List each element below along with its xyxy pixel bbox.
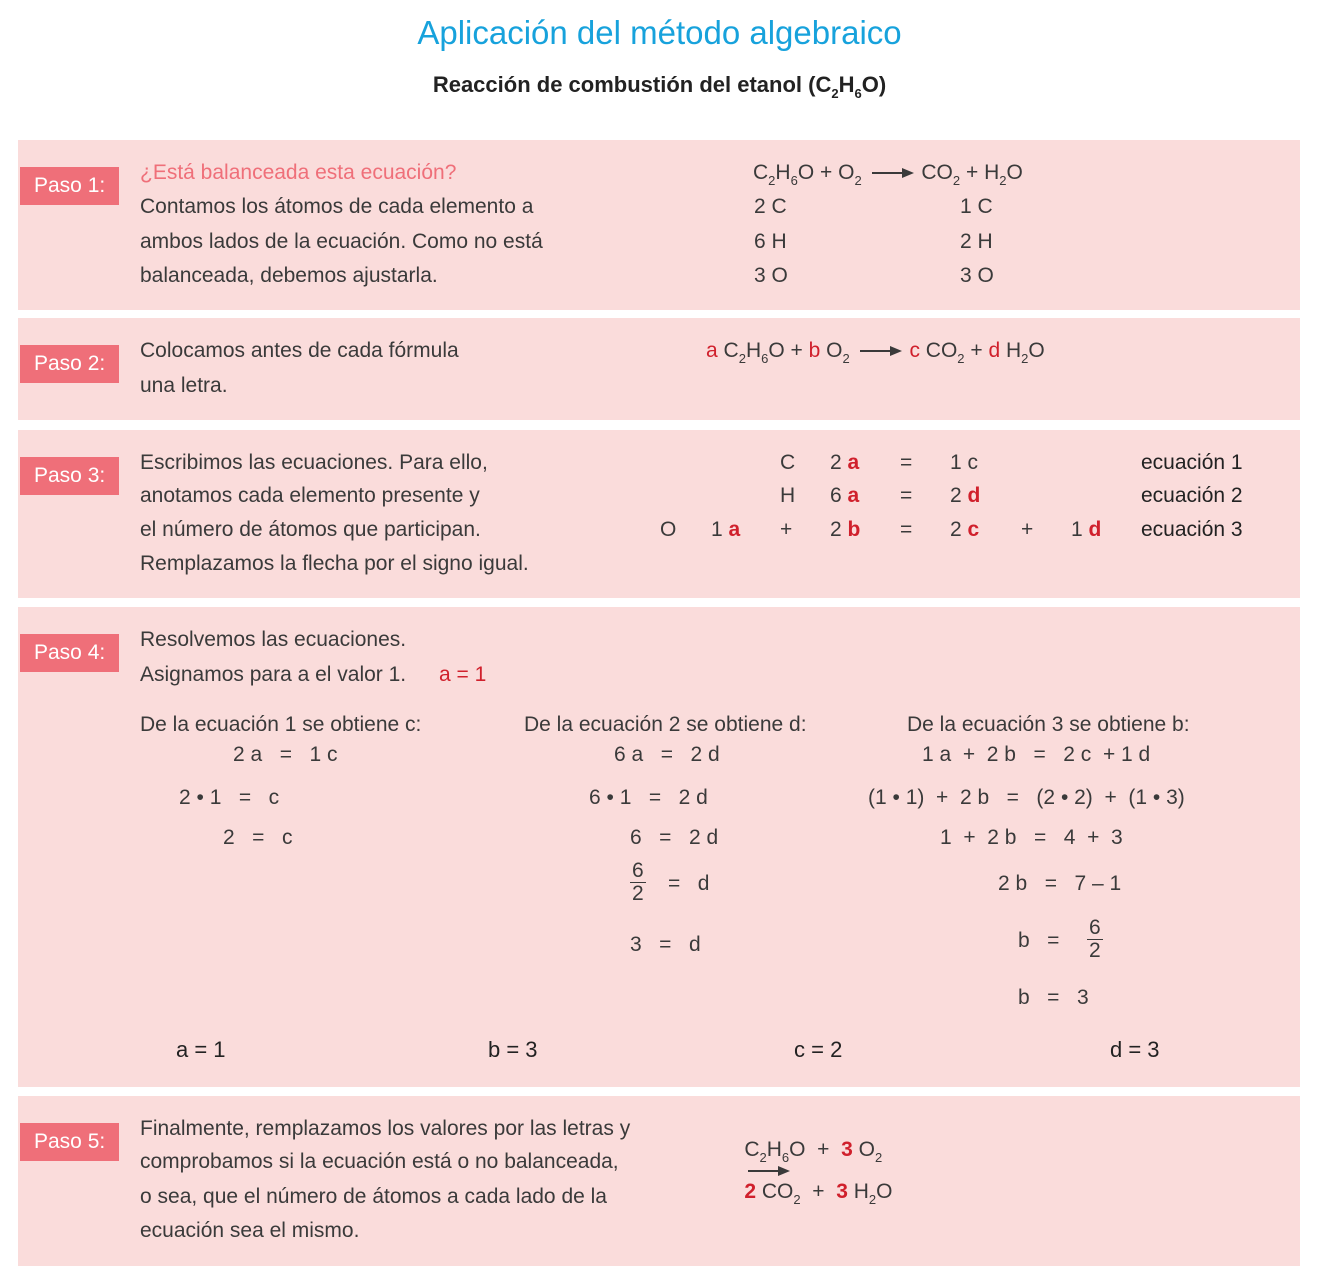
assign-a: a = 1 [439,663,487,686]
step1-line: Contamos los átomos de cada elemento a [140,195,534,218]
eq2-label: ecuación 2 [1141,484,1243,507]
col3-fraction: $\frac{6}{2}$ [1089,916,1101,963]
eq1-label: ecuación 1 [1141,451,1243,474]
eq3-term-b: 2 b [830,518,861,541]
eq1-element: C [780,451,796,474]
step1-question: ¿Está balanceada esta ecuación? [140,161,457,184]
step5-line: Finalmente, remplazamos los valores por las letras y [140,1117,631,1140]
step5-line: o sea, que el número de átomos a cada lado de la [140,1185,607,1208]
col2-row: 6 • 1 = 2 d [589,786,708,809]
col1-row: 2 a = 1 c [233,743,338,766]
left-count: 2 C [754,195,787,218]
col2-row: 3 = d [630,933,701,956]
step5-badge: Paso 5: [20,1123,119,1161]
col1-row: 2 = c [223,826,293,849]
step2-line: Colocamos antes de cada fórmula [140,339,459,362]
result-a: a = 1 [176,1037,226,1062]
result-d: d = 3 [1110,1037,1160,1062]
eq2-right: 2 d [950,484,981,507]
col3-row: b = 3 [1018,986,1089,1009]
eq1-equals: = [900,451,913,474]
step2-badge: Paso 2: [20,345,119,383]
eq3-plus: + [1021,518,1034,541]
step2-panel [18,318,1300,420]
col2-head: De la ecuación 2 se obtiene d: [524,713,807,736]
left-count: 3 O [754,264,788,287]
step1-line: ambos lados de la ecuación. Como no está [140,230,543,253]
step1-equation: $C_2H_6O + O_2$ $CO_2 + H_2O$ [753,161,1023,188]
col2-row: 6 a = 2 d [614,743,720,766]
col2-fraction: $\frac{6}{2}$ [632,859,644,906]
step3-badge: Paso 3: [20,457,119,495]
page-subtitle: Reacción de combustión del etanol $(C_2H_6O)$ [432,72,887,101]
col3-row: 1 + 2 b = 4 + 3 [940,826,1123,849]
step1-badge: Paso 1: [20,167,119,205]
step3-line: Remplazamos la flecha por el signo igual. [140,552,529,575]
step5-line: comprobamos si la ecuación está o no balanceada, [140,1150,619,1173]
step4-line: Resolvemos las ecuaciones. [140,628,407,651]
step5-equation: $C_2H_6O + 3$ $O_2$ 2 $CO_2 + 3$ $H_2O$ [744,1138,893,1207]
col3-row: 2 b = 7 – 1 [998,872,1122,895]
step1-line: balanceada, debemos ajustarla. [140,264,438,287]
step3-line: Escribimos las ecuaciones. Para ello, [140,451,488,474]
result-b: b = 3 [488,1037,538,1062]
eq3-label: ecuación 3 [1141,518,1243,541]
reaction-arrow-icon [856,344,904,358]
step1-panel [18,140,1300,310]
eq3-equals: = [900,518,913,541]
step5-panel [18,1096,1300,1266]
reaction-arrow-icon [868,166,916,180]
step2-equation: a $C_2H_6O + b$ $O_2$ c $CO_2 + d$ $H_2O$ [706,339,1045,366]
page-title: Aplicación del método algebraico [417,14,902,51]
eq2-equals: = [900,484,913,507]
right-count: 1 C [960,195,993,218]
eq1-left: 2 a [830,451,860,474]
step4-line: Asignamos para a el valor 1. [140,663,407,686]
right-count: 3 O [960,264,994,287]
reaction-arrow-icon [744,1164,792,1178]
eq2-element: H [780,484,796,507]
eq2-left: 6 a [830,484,860,507]
step5-line: ecuación sea el mismo. [140,1219,360,1242]
col3-row: b = [1018,929,1060,952]
eq1-right: 1 c [950,451,979,474]
col2-row: = d [668,872,710,895]
result-c: c = 2 [794,1037,843,1062]
step3-panel [18,430,1300,598]
step4-panel [18,607,1300,1087]
col1-head: De la ecuación 1 se obtiene c: [140,713,422,736]
eq3-term-a: 1 a [711,518,741,541]
eq3-plus: + [780,518,793,541]
step3-line: anotamos cada elemento presente y [140,484,480,507]
col2-row: 6 = 2 d [630,826,719,849]
col1-row: 2 • 1 = c [179,786,280,809]
left-count: 6 H [754,230,787,253]
step3-line: el número de átomos que participan. [140,518,481,541]
step4-badge: Paso 4: [20,634,119,672]
eq3-term-c: 2 c [950,518,980,541]
eq3-term-d: 1 d [1071,518,1102,541]
col3-row: (1 • 1) + 2 b = (2 • 2) + (1 • 3) [868,786,1185,809]
eq3-element: O [660,518,677,541]
col3-row: 1 a + 2 b = 2 c + 1 d [922,743,1151,766]
right-count: 2 H [960,230,993,253]
col3-head: De la ecuación 3 se obtiene b: [907,713,1190,736]
step2-line: una letra. [140,374,228,397]
